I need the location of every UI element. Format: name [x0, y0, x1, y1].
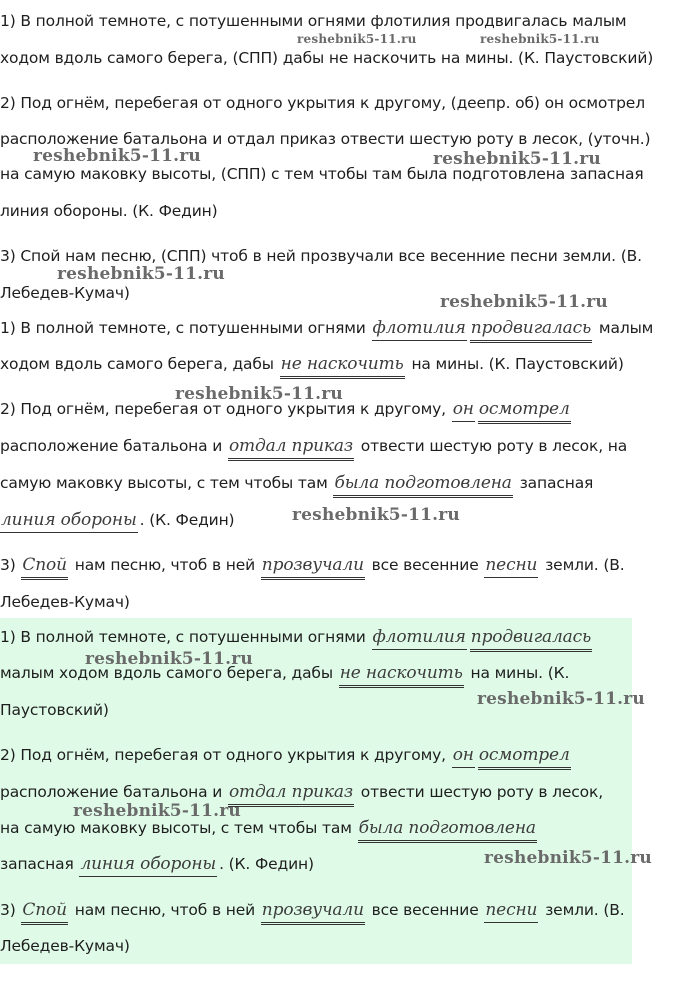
watermark: reshebnik5-11.ru: [73, 801, 241, 821]
subject-word: линия обороны: [79, 854, 217, 877]
subject-word: он: [452, 399, 475, 422]
text-line: 1) В полной темноте, с потушенными огнями флотилия продвигалась малым: [0, 317, 653, 339]
text-line: 2) Под огнём, перебегая от одного укрытия к другому, он осмотрел: [0, 398, 573, 420]
text-line: 3) Спой нам песню, чтоб в ней прозвучали все весенние песни земли. (В.: [0, 899, 625, 921]
subject-word: флотилия: [372, 318, 467, 341]
text-line: расположение батальона и отдал приказ отвести шестую роту в лесок, на: [0, 435, 627, 457]
text-line: Лебедев-Кумач): [0, 937, 130, 955]
watermark: reshebnik5-11.ru: [440, 292, 608, 312]
text-line: запасная линия обороны . (К. Федин): [0, 853, 314, 875]
text-line: ходом вдоль самого берега, дабы не наскочить на мины. (К. Паустовский): [0, 353, 624, 375]
predicate-word: не наскочить: [339, 663, 464, 688]
subject-word: он: [452, 745, 475, 768]
watermark: reshebnik5-11.ru: [484, 848, 652, 868]
text-line: Лебедев-Кумач): [0, 284, 130, 302]
predicate-word: отдал приказ: [228, 782, 354, 807]
text-line: линия обороны . (К. Федин): [0, 509, 234, 531]
predicate-word: продвигалась: [470, 318, 592, 343]
predicate-word: Спой: [21, 900, 68, 925]
text-line: расположение батальона и отдал приказ отвести шестую роту в лесок, (уточн.): [0, 130, 651, 148]
text-line: ходом вдоль самого берега, (СПП) дабы не наскочить на мины. (К. Паустовский): [0, 49, 654, 67]
text-line: Паустовский): [0, 701, 109, 719]
text-line: 3) Спой нам песню, (СПП) чтоб в ней прозвучали все весенние песни земли. (В.: [0, 247, 642, 265]
text-line: 1) В полной темноте, с потушенными огнями флотилия продвигалась малым: [0, 12, 627, 30]
predicate-word: осмотрел: [478, 399, 571, 424]
subject-word: песни: [484, 555, 538, 578]
predicate-word: отдал приказ: [228, 436, 354, 461]
subject-word: линия обороны: [0, 510, 138, 533]
predicate-word: не наскочить: [280, 354, 405, 379]
text-line: 2) Под огнём, перебегая от одного укрытия к другому, (деепр. об) он осмотрел: [0, 94, 645, 112]
text-line: 2) Под огнём, перебегая от одного укрытия к другому, он осмотрел: [0, 744, 573, 766]
watermark: reshebnik5-11.ru: [477, 689, 645, 709]
text-line: самую маковку высоты, с тем чтобы там была подготовлена запасная: [0, 472, 593, 494]
watermark: reshebnik5-11.ru: [297, 32, 417, 46]
text-line: малым ходом вдоль самого берега, дабы не наскочить на мины. (К.: [0, 662, 569, 684]
watermark: reshebnik5-11.ru: [57, 264, 225, 284]
watermark: reshebnik5-11.ru: [480, 32, 600, 46]
text-line: 1) В полной темноте, с потушенными огнями флотилия продвигалась: [0, 626, 594, 648]
predicate-word: продвигалась: [470, 627, 592, 652]
watermark: reshebnik5-11.ru: [292, 505, 460, 525]
text-line: на самую маковку высоты, с тем чтобы там была подготовлена: [0, 817, 539, 839]
predicate-word: осмотрел: [478, 745, 571, 770]
watermark: reshebnik5-11.ru: [33, 146, 201, 166]
watermark: reshebnik5-11.ru: [433, 149, 601, 169]
text-line: линия обороны. (К. Федин): [0, 202, 218, 220]
text-line: на самую маковку высоты, (СПП) с тем чтобы там была подготовлена запасная: [0, 165, 644, 183]
watermark: reshebnik5-11.ru: [175, 384, 343, 404]
predicate-word: прозвучали: [261, 900, 365, 925]
text-line: расположение батальона и отдал приказ отвести шестую роту в лесок,: [0, 781, 603, 803]
text-line: Лебедев-Кумач): [0, 593, 130, 611]
predicate-word: прозвучали: [261, 555, 365, 580]
predicate-word: была подготовлена: [333, 473, 512, 498]
subject-word: песни: [484, 900, 538, 923]
watermark: reshebnik5-11.ru: [85, 649, 253, 669]
predicate-word: была подготовлена: [358, 818, 537, 843]
text-line: 3) Спой нам песню, чтоб в ней прозвучали все весенние песни земли. (В.: [0, 554, 625, 576]
subject-word: флотилия: [372, 627, 467, 650]
predicate-word: Спой: [21, 555, 68, 580]
